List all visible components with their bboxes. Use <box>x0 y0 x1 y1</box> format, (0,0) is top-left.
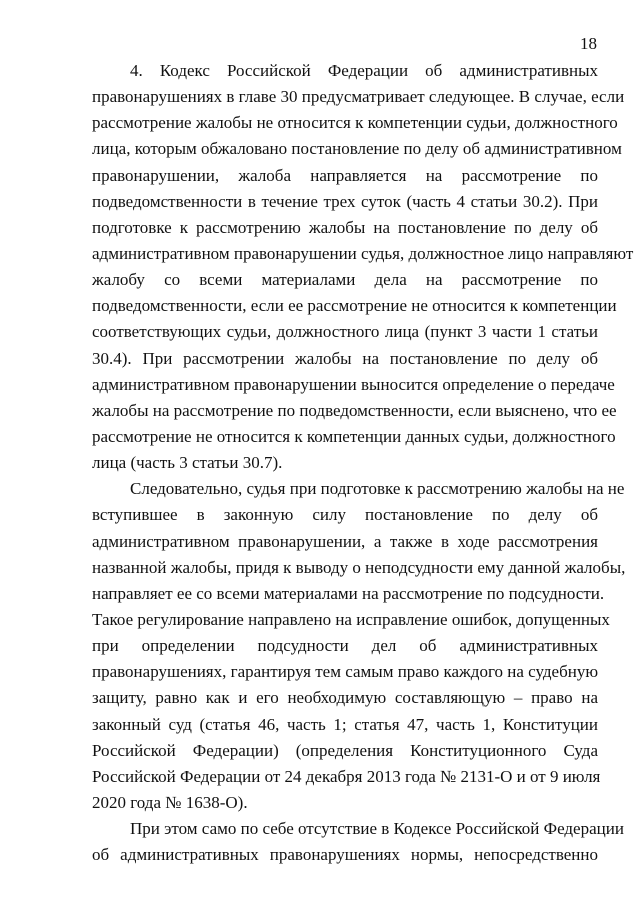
text-line: административном правонарушении, а также в ходе рассмотрения <box>92 531 598 551</box>
text-line: лица, которым обжаловано постановление по делу об административном <box>92 139 622 159</box>
text-line: лица (часть 3 статьи 30.7). <box>92 453 283 473</box>
text-line: Следовательно, судья при подготовке к рассмотрению жалобы на не <box>130 479 625 499</box>
text-line: при определении подсудности дел об административных <box>92 636 598 656</box>
paragraph-1 <box>92 58 634 476</box>
body-text <box>92 58 634 868</box>
text-line: рассмотрение не относится к компетенции данных судьи, должностного <box>92 426 616 446</box>
text-line: правонарушениях, гарантируя тем самым право каждого на судебную <box>92 662 599 682</box>
paragraph-2 <box>92 476 626 816</box>
text-line: жалобы на рассмотрение по подведомственности, если выяснено, что ее <box>92 400 617 420</box>
text-line: направляет ее со всеми материалами на рассмотрение по подсудности. <box>92 583 605 603</box>
text-line: подведомственности, если ее рассмотрение не относится к компетенции <box>92 296 617 316</box>
text-line: 4. Кодекс Российской Федерации об административных <box>130 61 598 80</box>
text-line: правонарушениях в главе 30 предусматривает следующее. В случае, если <box>92 87 625 107</box>
text-line: правонарушении, жалоба направляется на рассмотрение по <box>92 165 598 185</box>
text-line: Такое регулирование направлено на исправление ошибок, допущенных <box>92 609 610 629</box>
text-line: Российской Федерации от 24 декабря 2013 года № 2131-О и от 9 июля <box>92 766 601 786</box>
text-line: вступившее в законную силу постановление по делу об <box>92 505 598 525</box>
page-number: 18 <box>580 34 597 53</box>
text-line: названной жалобы, придя к выводу о неподсудности ему данной жалобы, <box>92 557 626 577</box>
text-line: подведомственности в течение трех суток (часть 4 статьи 30.2). При <box>92 191 598 211</box>
text-line: соответствующих судьи, должностного лица (пункт 3 части 1 статьи <box>92 322 598 342</box>
text-line: законный суд (статья 46, часть 1; статья 47, часть 1, Конституции <box>92 714 598 734</box>
text-line: административном правонарушении судья, должностное лицо направляют <box>92 243 634 263</box>
text-line: защиту, равно как и его необходимую составляющую – право на <box>92 688 598 708</box>
text-line: При этом само по себе отсутствие в Кодексе Российской Федерации <box>130 819 624 839</box>
text-line: административном правонарушении выносится определение о передаче <box>92 374 615 394</box>
paragraph-3 <box>92 816 624 868</box>
text-line: об административных правонарушениях нормы, непосредственно <box>92 845 598 865</box>
text-line: 30.4). При рассмотрении жалобы на постановление по делу об <box>92 348 598 368</box>
text-line: рассмотрение жалобы не относится к компетенции судьи, должностного <box>92 113 618 133</box>
text-line: подготовке к рассмотрению жалобы на постановление по делу об <box>92 217 598 237</box>
text-line: Российской Федерации) (определения Конституционного Суда <box>92 740 598 760</box>
text-line: жалобу со всеми материалами дела на рассмотрение по <box>92 270 598 290</box>
text-line: 2020 года № 1638-О). <box>92 792 248 812</box>
